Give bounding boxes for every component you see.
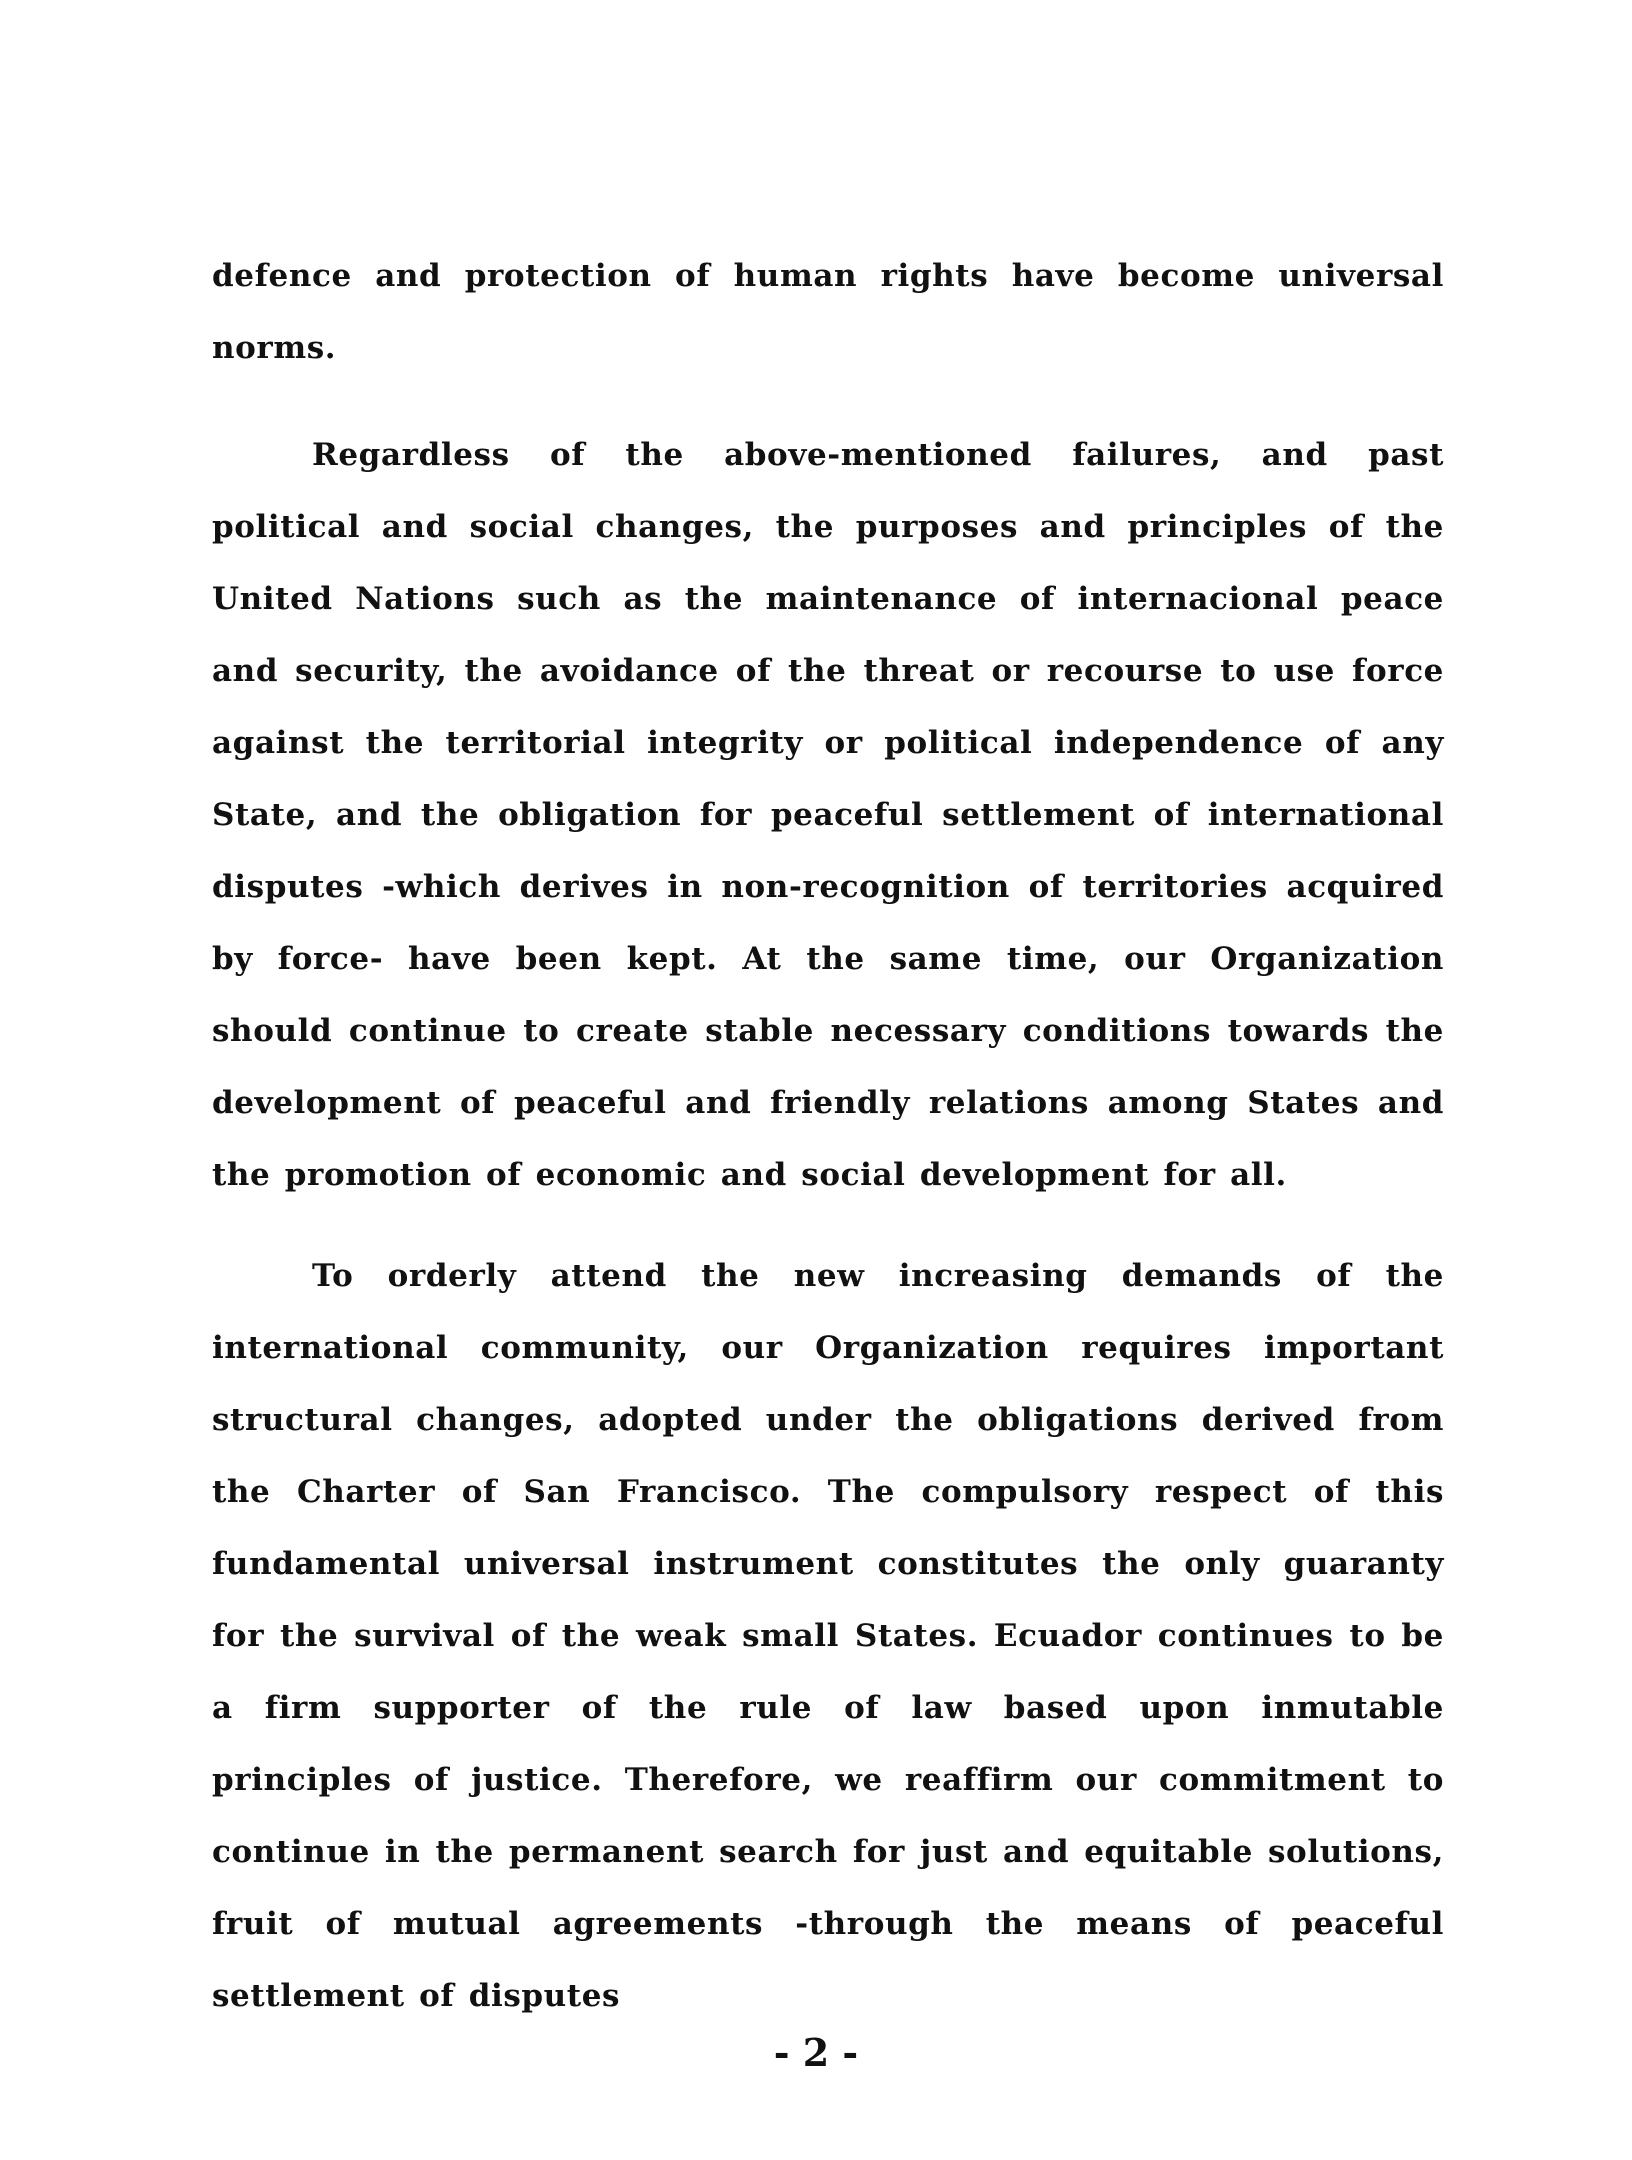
paragraph-3: To orderly attend the new increasing demands of the international community, our Organization requires important structural changes, adopted under the obligations derived from the Charter of San Francisco. The compulsory respect of this fundamental universal instrument constitutes the only guaranty for the survival of the weak small States. Ecuador continues to be a firm supporter of the rule of law based upon inmutable principles of justice. Therefore, we reaffirm our commitment to continue in the permanent search for just and equitable solutions, fruit of mutual agreements -through the means of peaceful settlement of disputes	[212, 1258, 1444, 2014]
paragraph-2: Regardless of the above-mentioned failures, and past political and social changes, the purposes and principles of the United Nations such as the maintenance of internacional peace and security, the avoidance of the threat or recourse to use force against the territorial integrity or political independence of any State, and the obligation for peaceful settlement of international disputes -which derives in non-recognition of territories acquired by force- have been kept. At the same time, our Organization should continue to create stable necessary conditions towards the development of peaceful and friendly relations among States and the promotion of economic and social development for all.	[212, 437, 1444, 1193]
paragraph-1: defence and protection of human rights have become universal norms.	[212, 258, 1444, 366]
page-number: - 2 -	[773, 2030, 859, 2075]
